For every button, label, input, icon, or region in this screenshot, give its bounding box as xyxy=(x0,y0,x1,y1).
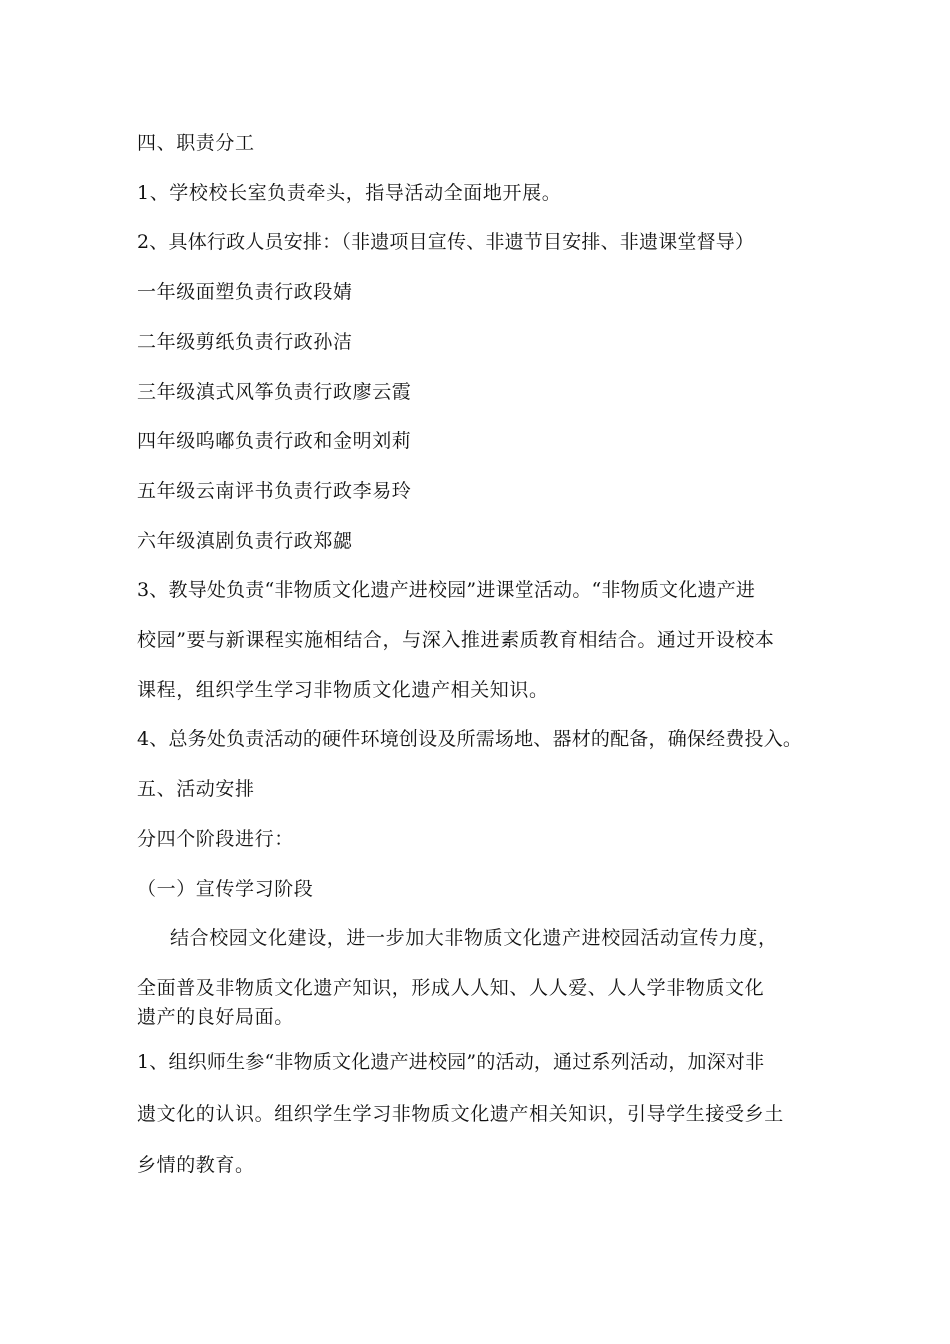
paragraph-line: 课程，组织学生学习非物质文化遗产相关知识。 xyxy=(137,679,549,701)
paragraph-line: 4、总务处负责活动的硬件环境创设及所需场地、器材的配备，确保经费投入。 xyxy=(137,728,803,750)
list-item: 六年级滇剧负责行政郑勰 xyxy=(137,530,353,552)
paragraph-line: 结合校园文化建设，进一步加大非物质文化遗产进校园活动宣传力度， xyxy=(170,927,778,949)
section-heading-schedule: 五、活动安排 xyxy=(137,778,255,800)
paragraph-line: 全面普及非物质文化遗产知识，形成人人知、人人爱、人人学非物质文化 xyxy=(137,977,765,999)
paragraph-line: 校园”要与新课程实施相结合，与深入推进素质教育相结合。通过开设校本 xyxy=(137,629,775,651)
paragraph-line: 遗文化的认识。组织学生学习非物质文化遗产相关知识，引导学生接受乡土 xyxy=(137,1103,784,1125)
paragraph-line: 1、学校校长室负责牵头，指导活动全面地开展。 xyxy=(137,182,562,204)
paragraph-line: 乡情的教育。 xyxy=(137,1154,255,1176)
paragraph-line: 3、教导处负责“非物质文化遗产进校园”进课堂活动。“非物质文化遗产进 xyxy=(137,579,756,601)
subsection-heading: （一）宣传学习阶段 xyxy=(137,878,314,900)
list-item: 二年级剪纸负责行政孙洁 xyxy=(137,331,353,353)
paragraph-line: 2、具体行政人员安排：（非遗项目宣传、非遗节目安排、非遗课堂督导） xyxy=(137,231,755,253)
paragraph-line: 遗产的良好局面。 xyxy=(137,1006,294,1028)
list-item: 一年级面塑负责行政段婧 xyxy=(137,281,353,303)
section-heading-duties: 四、职责分工 xyxy=(137,132,255,154)
list-item: 五年级云南评书负责行政李易玲 xyxy=(137,480,412,502)
list-item: 三年级滇式风筝负责行政廖云霞 xyxy=(137,381,412,403)
paragraph-line: 分四个阶段进行： xyxy=(137,828,294,850)
list-item: 四年级呜嘟负责行政和金明刘莉 xyxy=(137,430,412,452)
paragraph-line: 1、组织师生参“非物质文化遗产进校园”的活动，通过系列活动，加深对非 xyxy=(137,1051,765,1073)
